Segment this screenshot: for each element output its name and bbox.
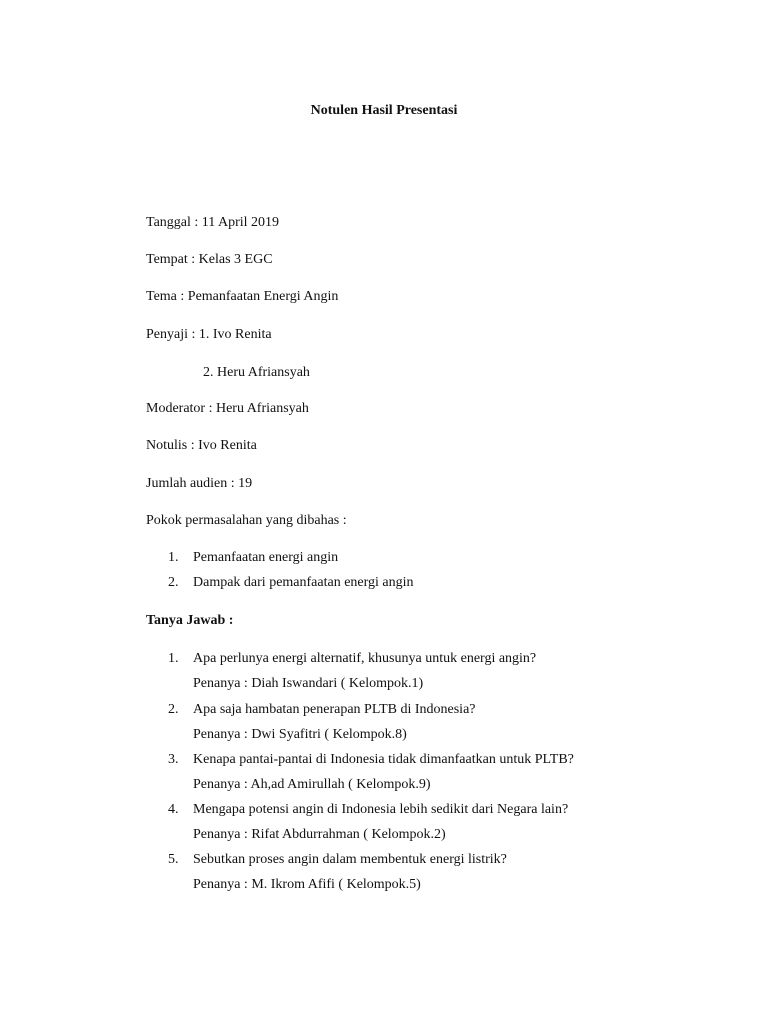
question-text: Sebutkan proses angin dalam membentuk energi listrik? (193, 852, 507, 867)
question-text: Kenapa pantai-pantai di Indonesia tidak dimanfaatkan untuk PLTB? (193, 752, 574, 767)
tanggal-line: Tanggal : 11 April 2019 (146, 215, 280, 230)
question-text: Apa saja hambatan penerapan PLTB di Indonesia? (193, 702, 476, 717)
penyaji-line-1: Penyaji : 1. Ivo Renita (146, 327, 272, 342)
question-number: 2. (168, 702, 179, 717)
notulis-line: Notulis : Ivo Renita (146, 438, 257, 453)
question-number: 3. (168, 752, 179, 767)
tema-line: Tema : Pemanfaatan Energi Angin (146, 289, 339, 304)
jumlah-audien-line: Jumlah audien : 19 (146, 476, 253, 491)
tempat-line: Tempat : Kelas 3 EGC (146, 252, 273, 267)
question-penanya: Penanya : Ah,ad Amirullah ( Kelompok.9) (193, 777, 431, 792)
document-title: Notulen Hasil Presentasi (310, 103, 458, 118)
list-item: Dampak dari pemanfaatan energi angin (193, 575, 414, 590)
question-penanya: Penanya : Diah Iswandari ( Kelompok.1) (193, 676, 424, 691)
question-text: Mengapa potensi angin di Indonesia lebih sedikit dari Negara lain? (193, 802, 569, 817)
list-item-number: 2. (168, 575, 179, 590)
penyaji-line-2: 2. Heru Afriansyah (203, 365, 310, 380)
question-penanya: Penanya : Dwi Syafitri ( Kelompok.8) (193, 727, 407, 742)
question-number: 4. (168, 802, 179, 817)
question-number: 5. (168, 852, 179, 867)
question-number: 1. (168, 651, 179, 666)
question-text: Apa perlunya energi alternatif, khusunya untuk energi angin? (193, 651, 537, 666)
list-item: Pemanfaatan energi angin (193, 550, 339, 565)
tanya-jawab-heading: Tanya Jawab : (146, 613, 234, 628)
question-penanya: Penanya : M. Ikrom Afifi ( Kelompok.5) (193, 877, 421, 892)
moderator-line: Moderator : Heru Afriansyah (146, 401, 309, 416)
question-penanya: Penanya : Rifat Abdurrahman ( Kelompok.2) (193, 827, 446, 842)
pokok-permasalahan-heading: Pokok permasalahan yang dibahas : (146, 513, 347, 528)
list-item-number: 1. (168, 550, 179, 565)
